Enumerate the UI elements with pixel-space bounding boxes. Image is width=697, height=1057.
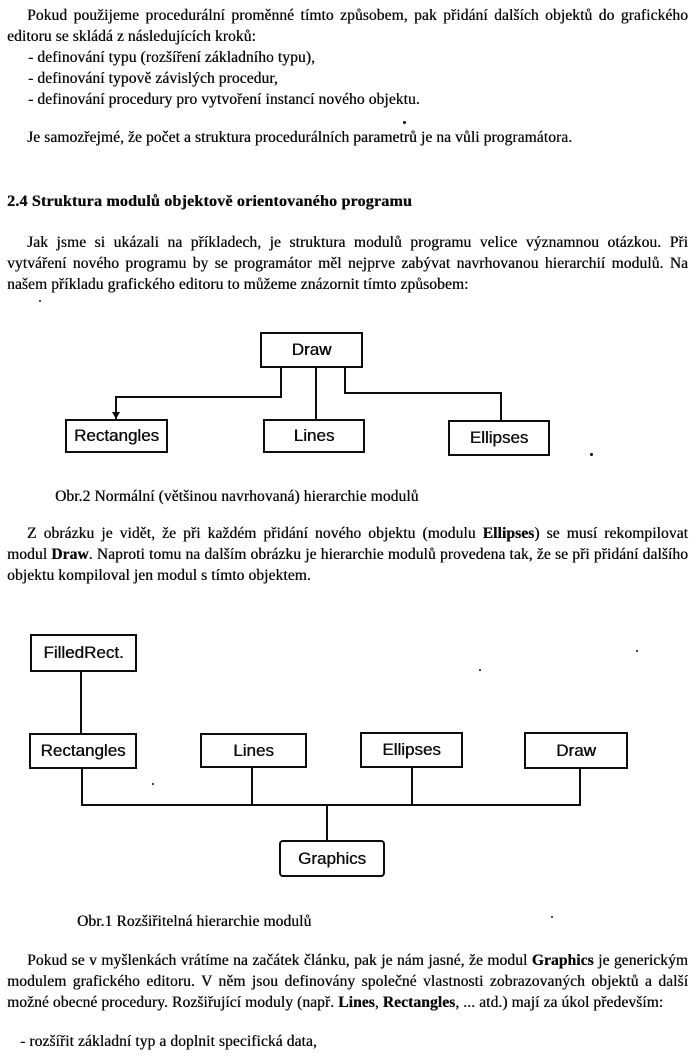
fig1-box-graphics-label: Graphics [297,848,367,868]
list-item: - definování typově závislých procedur, [28,70,278,87]
fig2-box-ellipses-label: Ellipses [469,428,529,447]
connector-line [344,368,346,394]
connector-line [115,396,282,398]
fig2-box-ellipses [448,420,550,456]
fig1-box-draw-label: Draw [556,740,596,760]
paragraph-note: Je samozřejmé, že počet a struktura procedurálních parametrů je na vůli programátora. [27,129,573,146]
list-item: - definování typu (rozšíření základního typu), [28,49,315,66]
connector-line [251,768,253,806]
fig2-box-draw [260,332,363,368]
section-heading: 2.4 Struktura modulů objektově orientovaného programu [7,193,412,210]
connector-line [81,769,83,806]
scan-speck [39,300,41,302]
list-steps [28,47,668,110]
list-item: - rozšířit základní typ a doplnit specifická data, [20,1033,317,1050]
fig1-box-rectangles-label: Rectangles [40,741,126,760]
fig1-box-lines-label: Lines [233,740,274,760]
connector-line [411,768,413,806]
paragraph-hierarchy-intro: Jak jsme si ukázali na příkladech, je struktura modulů programu velice významnou otázkou. Při vytváření nového programu by se programátor měl nejprve zabývat navrhovanou hierarchií modulů. Na našem příkladu grafického editoru to můžeme znázornit tímto způsobem: [7,234,688,293]
list-item: - definování procedury pro vytvoření instancí nového objektu. [28,91,420,108]
connector-line [80,672,82,733]
scan-speck [636,650,638,652]
fig1-box-ellipses-label: Ellipses [382,740,441,759]
arrowhead-icon [112,412,120,419]
fig1-box-ellipses [360,732,463,768]
fig1-box-lines [200,733,307,768]
connector-line [280,368,282,398]
connector-line [500,392,502,420]
fig1-box-filledrect [30,634,137,672]
connector-line [344,392,501,394]
fig2-box-draw-label: Draw [291,340,332,359]
paragraph-graphics-module: Pokud se v myšlenkách vrátíme na začátek článku, pak je nám jasné, že modul Graphics je generickým modulem grafického editoru. V něm jsou definovány společné vlastnosti zobrazovaných objektů a další možné obecné procedury. Rozšiřující moduly (např. Lines, Rectangles, ... atd.) mají za úkol především: [7,952,688,1011]
fig2-box-rectangles-label: Rectangles [73,426,160,445]
fig1-box-filledrect-label: FilledRect. [43,643,124,662]
scan-speck [152,783,154,785]
connector-line [315,368,317,419]
connector-line [81,804,581,806]
scan-speck [479,669,481,671]
scan-speck [590,453,593,456]
scan-speck [403,121,406,124]
fig1-box-draw [524,732,628,769]
connector-line [326,804,328,840]
paragraph-intro: Pokud použijeme procedurální proměnné tímto způsobem, pak přidání dalších objektů do grafického editoru se skládá z následujících kroků: [7,7,688,45]
paragraph-recompile: Z obrázku je vidět, že při každém přidání nového objektu (modulu Ellipses) se musí rekompilovat modul Draw. Naproti tomu na dalším obrázku je hierarchie modulů provedena tak, že se při přidání dalšího objektu kompiloval jen modul s tímto objektem. [7,525,688,584]
fig1-box-graphics [279,840,385,877]
fig2-box-rectangles [65,419,168,453]
figure-obr2-caption: Obr.2 Normální (většinou navrhovaná) hierarchie modulů [55,488,419,505]
fig1-box-rectangles [29,733,137,769]
fig2-box-lines-label: Lines [293,426,335,445]
scan-speck [551,916,553,918]
connector-line [579,769,581,806]
figure-obr1-caption: Obr.1 Rozšiřitelná hierarchie modulů [77,913,312,930]
fig2-box-lines [263,419,365,453]
